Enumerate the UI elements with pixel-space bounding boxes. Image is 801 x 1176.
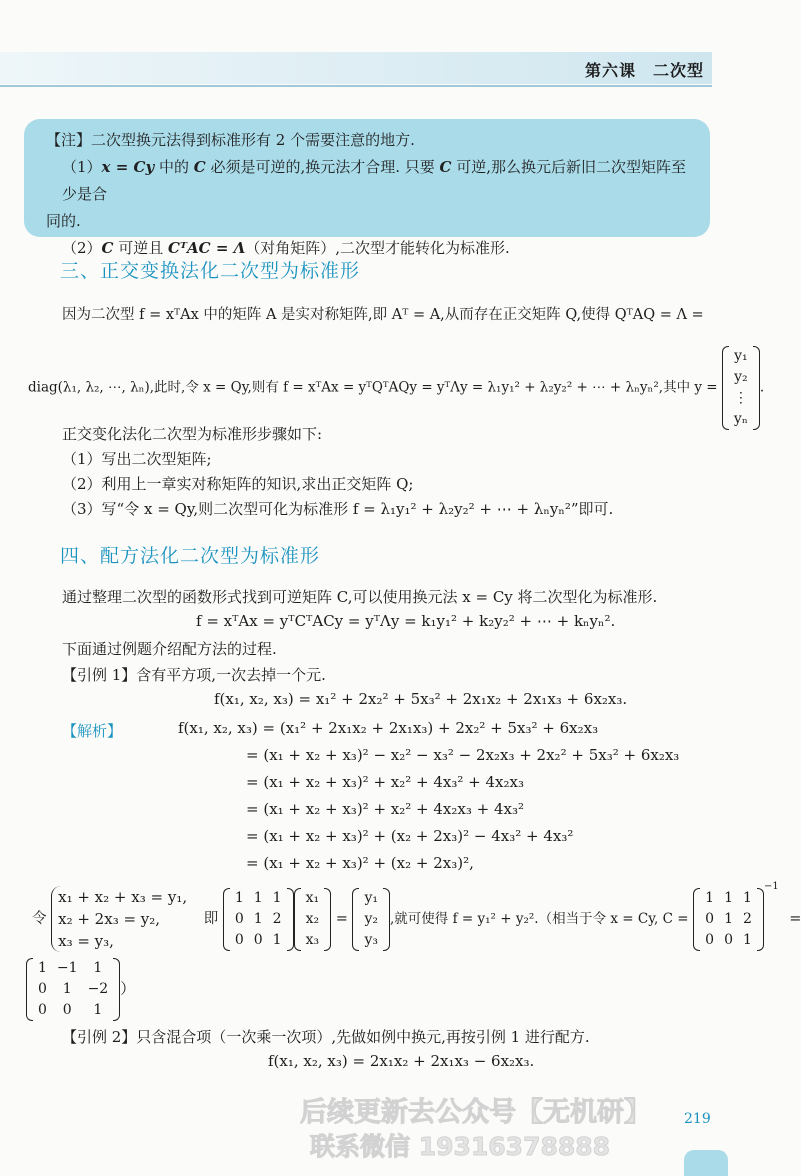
note-2-e: C: [439, 158, 452, 176]
matrix-C-inv-cell: 1: [93, 1002, 103, 1018]
note-line-3: 同的.: [46, 212, 81, 230]
example-2-title: 【引例 2】只含混合项（一次乘一次项）,先做如例中换元,再按引例 1 进行配方.: [62, 1028, 590, 1046]
header-rule: [0, 85, 712, 87]
x-vector: [294, 888, 332, 951]
section-3-heading: 三、正交变换法化二次型为标准形: [60, 260, 361, 282]
inverse-superscript: −1: [763, 881, 779, 892]
matrix-C-cell: 1: [724, 889, 734, 906]
note-2-eq: x = Cy: [101, 158, 155, 176]
y-vec-entry: yₙ: [733, 411, 748, 427]
watermark-line-1: 后续更新去公众号【无机研】: [300, 1097, 651, 1128]
y-vec-entry: ⋮: [733, 390, 748, 406]
header-title: 第六课 二次型: [584, 61, 704, 80]
matrix-A-cell: 2: [272, 910, 282, 927]
matrix-C-inv-cell: 0: [38, 981, 47, 997]
matrix-A-cell: 1: [253, 889, 263, 906]
example-1-title: 【引例 1】含有平方项,一次去掉一个元.: [62, 666, 326, 684]
system-equation: x₂ + 2x₃ = y₂,: [58, 910, 161, 928]
equation-system: [51, 886, 187, 952]
example-1-equation: f(x₁, x₂, x₃) = x₁² + 2x₂² + 5x₃² + 2x₁x₂ + 2x₁x₃ + 6x₂x₃.: [214, 690, 628, 708]
page-number: 219: [684, 1111, 711, 1127]
matrix-C-inv-cell: 0: [62, 1002, 72, 1018]
matrix-C-cell: 1: [743, 931, 752, 948]
section-3-paragraph-2: diag(λ₁, λ₂, ⋯, λₙ),此时,令 x = Qy,则有 f = xᵀAx = yᵀQᵀAQy = yᵀΛy = λ₁y₁² + λ₂y₂² + ⋯ + λₙyₙ²,其中 y = y₁ y₂ ⋮ yₙ .: [28, 346, 764, 430]
y-column-vector: [722, 346, 760, 430]
matrix-C-cell: 0: [724, 931, 734, 948]
section-4-paragraph-2: 下面通过例题介绍配方法的过程.: [62, 640, 277, 658]
y-vec-entry: y₂: [364, 910, 379, 927]
matrix-A-cell: 1: [234, 889, 244, 906]
ji-label: 即: [203, 911, 219, 927]
x-vec-entry: x₂: [305, 910, 320, 927]
note-4-b: C: [101, 239, 114, 257]
matrix-A-cell: 1: [253, 910, 263, 927]
note-2-c: C: [193, 158, 206, 176]
note-2-f: 可逆,那么换元后新旧二次型矩阵至少是合: [62, 158, 687, 203]
equals-sign: =: [335, 911, 348, 927]
section-4-paragraph-1: 通过整理二次型的函数形式找到可逆矩阵 C,可以使用换元法 x = Cy 将二次型化为标准形.: [62, 588, 658, 606]
note-2-num: （1）: [62, 158, 102, 176]
footer-tab: [684, 1150, 728, 1176]
equals-sign-end: =: [789, 911, 801, 927]
substitution-row: [32, 881, 801, 952]
steps-intro: 正交变化法化二次型为标准形步骤如下:: [62, 425, 323, 443]
y-vec-entry: y₂: [734, 369, 748, 385]
matrix-C-cell: 1: [743, 889, 752, 906]
matrix-C-inv-cell: −2: [87, 981, 109, 997]
matrix-C: [693, 888, 764, 951]
note-line-1: 【注】二次型换元法得到标准形有 2 个需要注意的地方.: [46, 131, 415, 149]
matrix-C-inverse: [26, 958, 120, 1021]
section-4-equation-1: f = xᵀAx = yᵀCᵀACy = yᵀΛy = k₁y₁² + k₂y₂² + ⋯ + kₙyₙ².: [196, 612, 616, 630]
matrix-A-cell: 0: [234, 910, 244, 927]
section-4-heading: 四、配方法化二次型为标准形: [60, 545, 321, 567]
x-vec-entry: x₁: [305, 889, 320, 906]
close-paren: ）: [120, 979, 136, 998]
solution-step: = (x₁ + x₂ + x₃)² + x₂² + 4x₃² + 4x₂x₃: [246, 773, 524, 791]
matrix-C-cell: 0: [705, 931, 715, 948]
matrix-C-cell: 0: [705, 910, 715, 927]
matrix-A: [223, 888, 294, 951]
matrix-C-inverse-row: [26, 958, 135, 1021]
solution-step: = (x₁ + x₂ + x₃)² + (x₂ + 2x₃)²,: [246, 854, 474, 872]
matrix-C-inv-cell: 0: [38, 1002, 47, 1018]
watermark-line-2: 联系微信 19316378888: [310, 1132, 611, 1161]
section-3-paragraph-1: 因为二次型 f = xᵀAx 中的矩阵 A 是实对称矩阵,即 Aᵀ = A,从而存在正交矩阵 Q,使得 QᵀAQ = Λ =: [62, 307, 704, 323]
note-4-c: 可逆且: [113, 239, 169, 257]
conclusion-text: ,就可使得 f = y₁² + y₂².（相当于令 x = Cy, C =: [390, 911, 689, 927]
note-box: [24, 119, 710, 257]
matrix-C-inv-cell: 1: [62, 981, 72, 997]
matrix-A-cell: 1: [272, 931, 282, 948]
matrix-C-cell: 1: [705, 889, 715, 906]
matrix-C-inv-cell: 1: [93, 960, 103, 976]
matrix-C-inv-cell: 1: [38, 960, 47, 976]
y-vec-entry: y₁: [364, 889, 379, 906]
note-2-b: 中的: [154, 158, 194, 176]
step-3: （3）写“令 x = Qy,则二次型可化为标准形 f = λ₁y₁² + λ₂y₂² + ⋯ + λₙyₙ²”即可.: [62, 500, 614, 518]
step-1: （1）写出二次型矩阵;: [62, 450, 212, 468]
matrix-C-inv-cell: −1: [56, 960, 78, 976]
note-2-d: 必须是可逆的,换元法才合理. 只要: [205, 158, 440, 176]
example-2-equation: f(x₁, x₂, x₃) = 2x₁x₂ + 2x₁x₃ − 6x₂x₃.: [268, 1052, 535, 1070]
matrix-C-cell: 2: [743, 910, 752, 927]
solution-step: = (x₁ + x₂ + x₃)² − x₂² − x₃² − 2x₂x₃ + 2x₂² + 5x₃² + 6x₂x₃: [246, 746, 680, 764]
step-2: （2）利用上一章实对称矩阵的知识,求出正交矩阵 Q;: [62, 475, 414, 493]
note-4-eq: CᵀAC = Λ: [168, 239, 246, 257]
ling-label: 令: [32, 911, 47, 927]
system-equation: x₁ + x₂ + x₃ = y₁,: [58, 888, 188, 906]
matrix-C-cell: 1: [724, 910, 734, 927]
note-line-2: [46, 154, 692, 208]
matrix-A-cell: 1: [272, 889, 282, 906]
solution-step: = (x₁ + x₂ + x₃)² + x₂² + 4x₂x₃ + 4x₃²: [246, 800, 524, 818]
solution-step: = (x₁ + x₂ + x₃)² + (x₂ + 2x₃)² − 4x₃² + 4x₃²: [246, 827, 574, 845]
note-4-num: （2）: [62, 239, 102, 257]
matrix-A-cell: 0: [253, 931, 263, 948]
system-equation: x₃ = y₃,: [58, 932, 114, 950]
section-3-p2-text: diag(λ₁, λ₂, ⋯, λₙ),此时,令 x = Qy,则有 f = xᵀAx = yᵀQᵀAQy = yᵀΛy = λ₁y₁² + λ₂y₂² + ⋯ + λₙyₙ²,其中 y =: [28, 379, 718, 396]
solution-label: 【解析】: [62, 722, 123, 740]
y-vec-entry: y₃: [364, 931, 379, 948]
x-vec-entry: x₃: [305, 931, 320, 948]
matrix-A-cell: 0: [234, 931, 244, 948]
note-4-d: （对角矩阵）,二次型才能转化为标准形.: [245, 239, 510, 257]
y-vec-entry: y₁: [734, 348, 748, 364]
y-vector: [352, 888, 390, 951]
solution-step: f(x₁, x₂, x₃) = (x₁² + 2x₁x₂ + 2x₁x₃) + 2x₂² + 5x₃² + 6x₂x₃: [178, 719, 599, 737]
